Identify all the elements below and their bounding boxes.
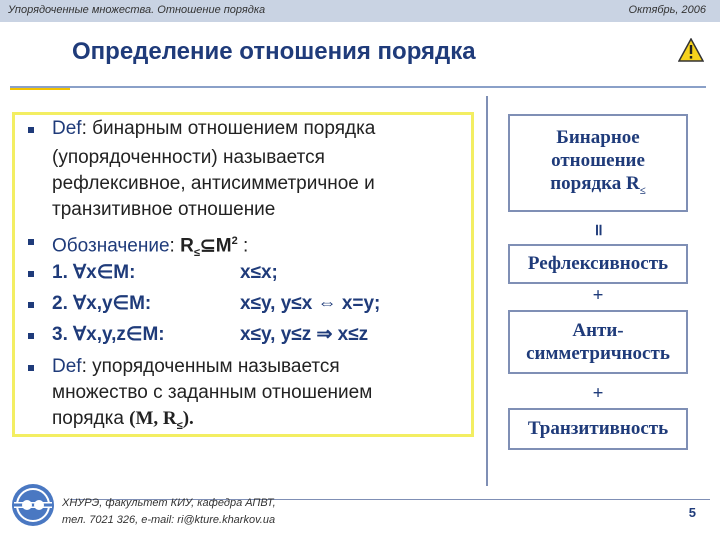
title-divider (10, 86, 706, 88)
warning-icon (678, 38, 704, 62)
def2-line3-pre: порядка (52, 408, 130, 429)
box1-line3 (510, 172, 686, 203)
header-bar (0, 0, 720, 22)
notation-subset: ⊆ (199, 235, 216, 257)
property2-left: 2. ∀x,y∈M: (52, 293, 152, 314)
notation-line (52, 230, 248, 264)
bullet-marker (28, 271, 34, 277)
def1-line1 (52, 118, 375, 140)
bullet-marker (28, 333, 34, 339)
vertical-divider (486, 96, 488, 486)
box1-line2: отношение (551, 150, 645, 171)
def1-line4: транзитивное отношение (52, 199, 276, 220)
property2-right: x≤y, y≤x ⇔ x=y; (240, 293, 381, 314)
notation-sub: ≤ (193, 247, 200, 260)
binary-order-box (508, 114, 688, 212)
def2-line2: множество с заданным отношением (52, 382, 373, 403)
header-title: Упорядоченные множества. Отношение порядка (8, 4, 266, 16)
plus-symbol-1: + (592, 285, 604, 306)
box3-line1: Анти- (572, 320, 624, 341)
title-accent (10, 88, 70, 90)
slide-title: Определение отношения порядка (72, 38, 476, 65)
property1-left: 1. ∀x∈M: (52, 262, 136, 283)
def2-label: Def (52, 356, 82, 377)
notation-R: R (180, 235, 194, 257)
notation-sup: 2 (231, 235, 238, 247)
def2-text: : упорядоченным называется (81, 356, 340, 377)
def1-text: : бинарным отношением порядка (81, 118, 376, 139)
box1-line3-text: порядка R (550, 173, 640, 194)
transitivity-box: Транзитивность (508, 408, 688, 450)
bullet-marker (28, 365, 34, 371)
def2-line1 (52, 356, 340, 378)
antisymmetry-box (508, 310, 688, 374)
plus-symbol-2: + (592, 383, 604, 404)
notation-end: : (237, 235, 249, 257)
property3-left: 3. ∀x,y,z∈M: (52, 324, 165, 345)
bullet-marker (28, 239, 34, 245)
box3-line2: симметричность (526, 343, 670, 364)
def1-label: Def (52, 118, 82, 139)
def2-sub: ≤ (176, 419, 183, 432)
footer-line1: ХНУРЭ, факультет КИУ, кафедра АПВТ, (62, 497, 276, 509)
page-number: 5 (688, 505, 696, 520)
box1-sub: ≤ (639, 184, 646, 197)
def2-line3 (52, 408, 194, 437)
def1-line2: (упорядоченности) называется (52, 147, 325, 168)
property3-right: x≤y, y≤z ⇒ x≤z (240, 324, 369, 345)
def2-math: (M, R (129, 408, 177, 429)
property1-right: x≤x; (240, 262, 278, 283)
header-date: Октябрь, 2006 (628, 4, 706, 16)
def1-line3: рефлексивное, антисимметричное и (52, 173, 375, 194)
equals-symbol: ॥ (593, 222, 603, 239)
notation-M: M (215, 235, 232, 257)
bullet-marker (28, 127, 34, 133)
reflexivity-box: Рефлексивность (508, 244, 688, 284)
bullet-marker (28, 302, 34, 308)
footer-line2: тел. 7021 326, e-mail: ri@kture.kharkov.ua (62, 514, 276, 526)
def2-end: ). (182, 408, 194, 429)
notation-colon: : (169, 235, 181, 257)
box1-line1: Бинарное (556, 127, 640, 148)
university-logo-icon (10, 482, 56, 528)
notation-label: Обозначение (52, 235, 170, 257)
